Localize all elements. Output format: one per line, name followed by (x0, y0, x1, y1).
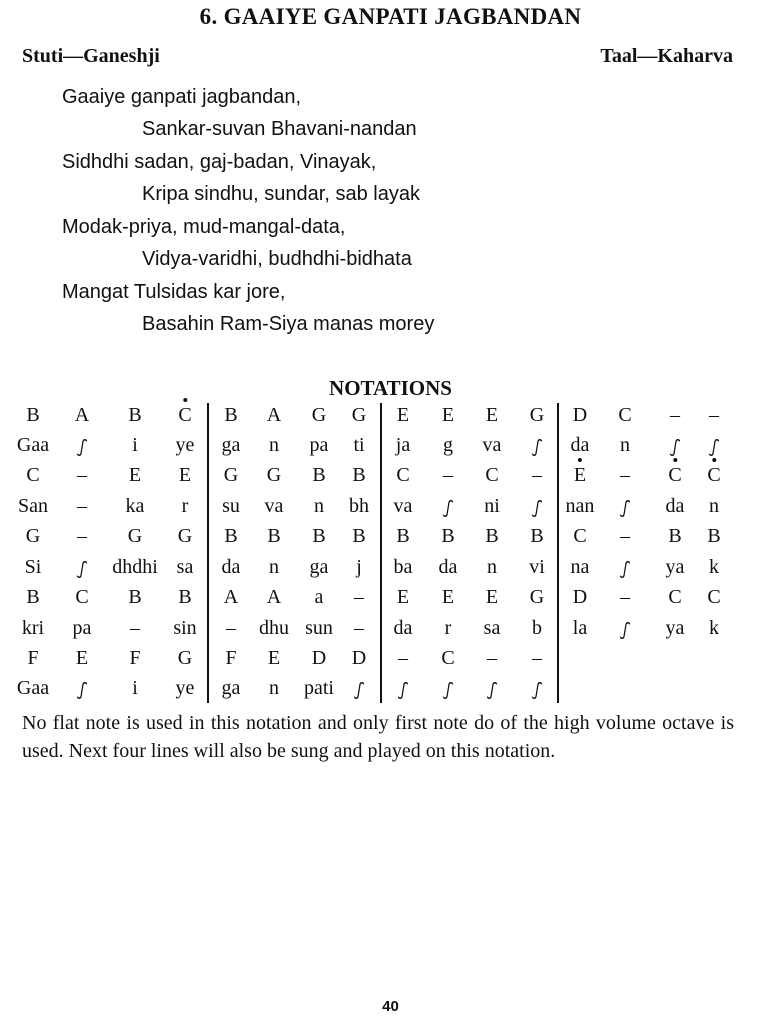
syllable-cell: – (354, 617, 364, 639)
syllable-cell: la (572, 617, 588, 639)
syllable-cell: ga (309, 556, 329, 578)
note-cell: G (529, 586, 545, 608)
high-octave-dot (673, 458, 677, 462)
syllable-cell: ഽ (619, 620, 631, 639)
syllable-cell: ga (221, 434, 241, 456)
syllable-cell: ti (353, 434, 365, 456)
syllable-cell: ഽ (486, 680, 498, 699)
syllable-cell: su (222, 495, 240, 517)
lyric-line: Basahin Ram-Siya manas morey (142, 313, 435, 335)
syllable-cell: kri (21, 617, 45, 639)
lyric-line: Kripa sindhu, sundar, sab layak (142, 183, 420, 205)
note-cell: C (26, 464, 40, 486)
lyric-line: Modak-priya, mud-mangal-data, (62, 216, 346, 238)
lyric-line: Sankar-suvan Bhavani-nandan (142, 118, 417, 140)
note-cell: D (572, 404, 588, 426)
syllable-cell: n (709, 495, 719, 517)
note-cell: E (441, 404, 455, 426)
note-cell: G (266, 464, 282, 486)
note-cell: – (398, 647, 408, 669)
note-cell: B (267, 525, 281, 547)
note-cell: G (177, 525, 193, 547)
syllable-cell: San (18, 495, 48, 517)
syllable-cell: vi (529, 556, 545, 578)
bar-line (557, 403, 559, 703)
syllable-cell: i (132, 677, 138, 699)
syllable-cell: k (709, 617, 719, 639)
note-cell: – (532, 464, 542, 486)
syllable-cell: ഽ (353, 680, 365, 699)
note-cell: – (532, 647, 542, 669)
note-cell: B (352, 464, 366, 486)
syllable-cell: da (570, 434, 590, 456)
note-cell: D (351, 647, 367, 669)
note-cell: D (311, 647, 327, 669)
note-cell: – (620, 464, 630, 486)
syllable-cell: ഽ (708, 437, 720, 456)
syllable-cell: Gaa (16, 434, 50, 456)
note-cell: C (618, 404, 632, 426)
syllable-cell: ഽ (397, 680, 409, 699)
note-cell: D (572, 586, 588, 608)
note-cell: – (487, 647, 497, 669)
syllable-cell: da (393, 617, 413, 639)
syllable-cell: pa (309, 434, 329, 456)
note-cell: E (574, 464, 586, 487)
note-cell: B (312, 525, 326, 547)
syllable-cell: pa (72, 617, 92, 639)
syllable-cell: va (393, 495, 413, 517)
note-cell: E (128, 464, 142, 486)
note-cell: A (74, 404, 90, 426)
syllable-cell: ya (665, 617, 685, 639)
syllable-cell: n (269, 434, 279, 456)
note-cell: C (668, 586, 682, 608)
note-cell: E (485, 586, 499, 608)
note-cell: C (396, 464, 410, 486)
note-cell: F (129, 647, 141, 669)
high-octave-dot (578, 458, 582, 462)
note-cell: B (707, 525, 721, 547)
note-cell: B (396, 525, 410, 547)
note-cell: B (26, 586, 40, 608)
note-cell: C (573, 525, 587, 547)
syllable-cell: dhu (259, 617, 289, 639)
note-cell: C (178, 404, 191, 427)
note-cell: – (77, 525, 87, 547)
bar-line (207, 403, 209, 703)
note-cell: – (620, 525, 630, 547)
syllable-cell: ya (665, 556, 685, 578)
syllable-cell: ഽ (76, 680, 88, 699)
bar-line (380, 403, 382, 703)
syllable-cell: va (264, 495, 284, 517)
syllable-cell: pati (304, 677, 334, 699)
syllable-cell: – (77, 495, 87, 517)
note-cell: B (178, 586, 192, 608)
syllable-cell: k (709, 556, 719, 578)
lyric-line: Sidhdhi sadan, gaj-badan, Vinayak, (62, 151, 377, 173)
syllable-cell: ja (395, 434, 411, 456)
note-cell: E (75, 647, 89, 669)
note-cell: F (225, 647, 237, 669)
syllable-cell: sa (176, 556, 194, 578)
syllable-cell: va (482, 434, 502, 456)
note-cell: E (178, 464, 192, 486)
note-cell: B (224, 404, 238, 426)
lyric-line: Gaaiye ganpati jagbandan, (62, 86, 302, 108)
note-cell: B (530, 525, 544, 547)
syllable-cell: b (532, 617, 542, 639)
syllable-cell: ഽ (619, 498, 631, 517)
note-cell: A (266, 404, 282, 426)
syllable-cell: ഽ (531, 437, 543, 456)
syllable-cell: ഽ (531, 498, 543, 517)
note-cell: G (177, 647, 193, 669)
note-cell: B (128, 404, 142, 426)
note-cell: B (26, 404, 40, 426)
syllable-cell: nan (565, 495, 595, 517)
note-cell: C (441, 647, 455, 669)
note-cell: F (27, 647, 39, 669)
note-cell: G (127, 525, 143, 547)
lyric-line: Mangat Tulsidas kar jore, (62, 281, 286, 303)
note-cell: G (25, 525, 41, 547)
taal-label: Taal—Kaharva (600, 45, 733, 67)
stuti-label: Stuti—Ganeshji (22, 45, 160, 67)
syllable-cell: n (487, 556, 497, 578)
syllable-cell: j (356, 556, 362, 578)
syllable-cell: dhdhi (112, 556, 158, 578)
note-cell: A (223, 586, 239, 608)
syllable-cell: n (314, 495, 324, 517)
syllable-cell: ഽ (76, 559, 88, 578)
note-cell: G (223, 464, 239, 486)
syllable-cell: sa (483, 617, 501, 639)
note-cell: a (314, 586, 324, 608)
syllable-cell: ni (484, 495, 500, 517)
syllable-cell: da (221, 556, 241, 578)
footnote-paragraph: No flat note is used in this notation and only first note do of the high volume octave is used. Next four lines will also be sung and played on this notation. (22, 712, 734, 762)
syllable-cell: ഽ (76, 437, 88, 456)
note-cell: B (352, 525, 366, 547)
note-cell: E (396, 404, 410, 426)
syllable-cell: g (443, 434, 453, 456)
note-cell: G (311, 404, 327, 426)
syllable-cell: ഽ (442, 498, 454, 517)
syllable-cell: ഽ (442, 680, 454, 699)
syllable-cell: n (269, 677, 279, 699)
syllable-cell: bh (349, 495, 369, 517)
syllable-cell: sun (305, 617, 333, 639)
syllable-cell: ye (175, 434, 195, 456)
syllable-cell: ഽ (669, 437, 681, 456)
note-cell: C (707, 586, 721, 608)
syllable-cell: n (269, 556, 279, 578)
syllable-cell: ഽ (531, 680, 543, 699)
page-number: 40 (382, 998, 399, 1015)
note-cell: – (709, 404, 719, 426)
note-cell: – (670, 404, 680, 426)
note-cell: B (441, 525, 455, 547)
syllable-cell: Gaa (16, 677, 50, 699)
note-cell: E (441, 586, 455, 608)
note-cell: E (396, 586, 410, 608)
syllable-cell: ye (175, 677, 195, 699)
syllable-cell: i (132, 434, 138, 456)
note-cell: B (668, 525, 682, 547)
syllable-cell: ka (125, 495, 145, 517)
syllable-cell: na (570, 556, 590, 578)
note-cell: C (485, 464, 499, 486)
note-cell: E (267, 647, 281, 669)
note-cell: B (312, 464, 326, 486)
note-cell: B (485, 525, 499, 547)
note-cell: – (620, 586, 630, 608)
note-cell: – (354, 586, 364, 608)
syllable-cell: r (444, 617, 452, 639)
page-title: 6. GAAIYE GANPATI JAGBANDAN (199, 4, 582, 29)
syllable-cell: ഽ (619, 559, 631, 578)
syllable-cell: r (181, 495, 189, 517)
note-cell: – (443, 464, 453, 486)
syllable-cell: Si (24, 556, 42, 578)
note-cell: B (224, 525, 238, 547)
note-cell: – (77, 464, 87, 486)
note-cell: A (266, 586, 282, 608)
high-octave-dot (712, 458, 716, 462)
syllable-cell: n (620, 434, 630, 456)
syllable-cell: da (438, 556, 458, 578)
syllable-cell: da (665, 495, 685, 517)
note-cell: G (351, 404, 367, 426)
note-cell: G (529, 404, 545, 426)
note-cell: E (485, 404, 499, 426)
high-octave-dot (183, 398, 187, 402)
note-cell: C (75, 586, 89, 608)
lyric-line: Vidya-varidhi, budhdhi-bidhata (142, 248, 412, 270)
notations-title: NOTATIONS (329, 376, 452, 400)
note-cell: C (707, 464, 720, 487)
note-cell: B (128, 586, 142, 608)
syllable-cell: – (130, 617, 140, 639)
syllable-cell: ga (221, 677, 241, 699)
syllable-cell: ba (393, 556, 413, 578)
note-cell: C (668, 464, 681, 487)
syllable-cell: sin (173, 617, 197, 639)
syllable-cell: – (226, 617, 236, 639)
